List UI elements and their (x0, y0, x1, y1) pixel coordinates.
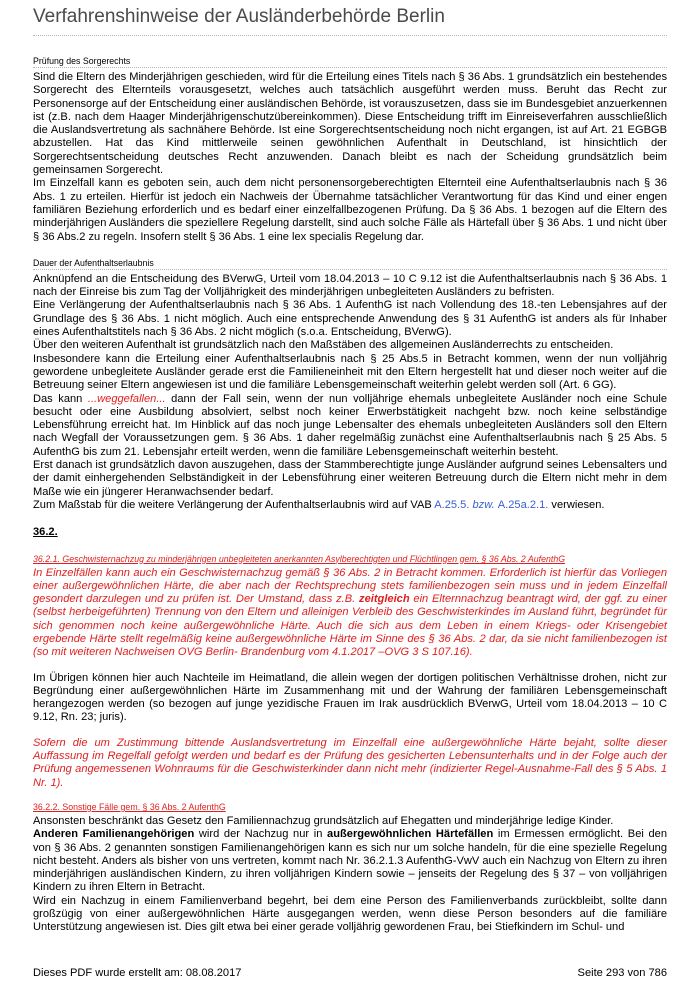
paragraph: Im Übrigen können hier auch Nachteile im Heimatland, die allein wegen der dortigen politischen Verhältnisse drohen, nicht zur Begründung einer außergewöhnlichen Härte im Zusammenhang mit und der Wahrung der familiären Lebensgemeinschaft herangezogen werden (so bezogen auf junge yezidische Frauen im Irak ausdrücklich BVerwG, Urteil vom 18.04.2013 – 10 C 9.12, Rn. 23; juris). (33, 671, 667, 724)
subheading-sorgerecht: Prüfung des Sorgerechts (33, 56, 131, 66)
subheading-dauer: Dauer der Aufenthaltserlaubnis (33, 257, 154, 268)
paragraph: Anderen Familienangehörigen wird der Nachzug nur in außergewöhnlichen Härtefällen im Ermessen ermöglicht. Bei den von § 36 Abs. 2 genannten sonstigen Familienangehörigen kann es sich nur um solche handeln, für die eine spezielle Regelung nicht besteht. Anders als bisher von uns vertreten, kommt nach Nr. 36.2.1.3 AufenthG-VwV auch ein Nachzug von Eltern zu ihren minderjährigen ausländischen Kindern, zu ihren volljährigen Kindern sowie – jenseits der Regelung des § 37 – von volljährigen Kindern zu ihren Eltern in Betracht. (33, 828, 667, 894)
link-vab-a-25a-2-1[interactable]: A.25a.2.1. (497, 498, 549, 511)
page-title: Verfahrenshinweise der Ausländerbehörde Berlin (33, 6, 667, 36)
footer-created-date: Dieses PDF wurde erstellt am: 08.08.2017 (33, 967, 242, 979)
paragraph: Über den weiteren Aufenthalt ist grundsätzlich nach den Maßstäben des allgemeinen Ausländerrechts zu entscheiden. (33, 339, 614, 352)
subheading-36-2-2: 36.2.2. Sonstige Fälle gem. § 36 Abs. 2 AufenthG (33, 801, 226, 812)
footer-page-number: Seite 293 von 786 (577, 967, 667, 979)
paragraph: Erst danach ist grundsätzlich davon auszugehen, dass der Stammberechtigte junge Ausländer aufgrund seines Lebensalters und der damit einhergehenden Selbständigkeit in der Lebensführung einer weiteren Betreuung durch die Eltern nicht mehr in dem Maße wie ein jüngerer Heranwachsender bedarf. (33, 459, 667, 498)
paragraph: Das kann ...weggefallen... dann der Fall sein, wenn der nun volljährige ehemals unbegleitete Ausländer noch eine Schule besucht oder eine Ausbildung absolviert, selbst noch keiner Erwerbstätigkeit nachgeht bzw. noch keine selbständige Lebensführung erreicht hat. Im Hinblick auf das noch junge Lebensalter des ehemals unbegleiteten Ausländers soll den Eltern nach Wegfall der Voraussetzungen gem. § 36 Abs. 1 daher regelmäßig zunächst eine Aufenthaltserlaubnis nach § 25 Abs. 5 AufenthG bis zum 21. Lebensjahr erteilt werden, wenn die familiäre Lebensgemeinschaft weiterhin besteht. (33, 392, 667, 458)
link-vab-a-25-5[interactable]: A.25.5. (434, 498, 470, 511)
page-footer (33, 967, 667, 979)
paragraph: Eine Verlängerung der Aufenthaltserlaubnis nach § 36 Abs. 1 AufenthG ist nach Vollendung des 18.-ten Lebensjahres auf der Grundlage des § 36 Abs. 1 nicht möglich. Auch eine entsprechende Anwendung des § 31 AufenthG ist anders als für Inhaber eines Aufenthaltstitels nach § 36 Abs. 2 nicht möglich (s.o.a. Entscheidung, BVerwG). (33, 299, 667, 339)
paragraph: Ansonsten beschränkt das Gesetz den Familiennachzug grundsätzlich auf Ehegatten und minderjährige ledige Kinder. (33, 814, 614, 827)
red-paragraph: In Einzelfällen kann auch ein Geschwisternachzug gemäß § 36 Abs. 2 in Betracht kommen. Erforderlich ist hierfür das Vorliegen einer außergewöhnlichen Härte, die aber nach der Rechtsprechung stets familienbezogen sein muss und in jedem Einzelfall gesondert darzulegen und zu prüfen ist. Der Umstand, dass z.B. zeitgleich ein Elternnachzug beantragt wird, der ggf. zu einer (selbst herbeigeführten) Trennung von den Eltern und alleinigen Verbleib des Geschwisterkindes im Ausland führt, begründet für sich genommen noch keine außergewöhnliche Härte. Auch die sich aus dem Leben in einem Kriegs- oder Krisengebiet ergebende Härte stellt regelmäßig keine außergewöhnliche Härte im Sinne des § 36 Abs. 2 dar, da sie nicht familienbezogen ist (so mit weiteren Nachweisen OVG Berlin- Brandenburg vom 4.1.2017 –OVG 3 S 107.16). (33, 566, 668, 659)
subheading-36-2-1: 36.2.1. Geschwisternachzug zu minderjährigen unbegleiteten anerkannten Asylberechtigten und Flüchtlingen gem. § 36 Abs. 2 AufenthG (33, 553, 566, 564)
paragraph: Insbesondere kann die Erteilung einer Aufenthaltserlaubnis nach § 25 Abs.5 in Betracht kommen, wenn der nun volljährig gewordene unbegleitete Ausländer gerade erst die Familieneinheit mit den Eltern hergestellt hat und dieser noch weiter auf die Betreuung seiner Eltern angewiesen ist und die familiäre Lebensgemeinschaft weiterhin gelebt werden soll (Art. 6 GG). (33, 352, 667, 392)
paragraph: Im Einzelfall kann es geboten sein, auch dem nicht personensorgeberechtigten Elternteil eine Aufenthaltserlaubnis nach § 36 Abs. 1 zu erteilen. Hierfür ist jedoch ein Nachweis der Übernahme tatsächlicher Verantwortung für das Kind und einer engen familiären Beziehung erforderlich und es bedarf einer einzelfallbezogenen Prüfung. Da § 36 Abs. 1 bezogen auf die Eltern des minderjährigen Ausländers die speziellere Regelung darstellt, sind auch solche Fälle als Härtefall über § 36 Abs. 1 und nicht über § 36 Abs.2 zu regeln. Insofern stellt § 36 Abs. 1 eine lex specialis Regelung dar. (33, 177, 667, 243)
paragraph: Anknüpfend an die Entscheidung des BVerwG, Urteil vom 18.04.2013 – 10 C 9.12 ist die Aufenthaltserlaubnis nach § 36 Abs. 1 nach der Einreise bis zum Tag der Volljährigkeit des minderjährigen unbegleiteten Ausländers zu befristen. (33, 272, 667, 299)
document-body (33, 56, 667, 935)
section-number: 36.2. (33, 526, 58, 539)
paragraph: Sind die Eltern des Minderjährigen geschieden, wird für die Erteilung eines Titels nach § 36 Abs. 1 grundsätzlich ein bestehendes Sorgerecht des Elternteils vorausgesetzt, welches auch tatsächlich ausgeführt werden muss. Beruht das Recht zur Personensorge auf der Entscheidung einer ausländischen Behörde, ist vorauszusetzen, dass sie im Bundesgebiet anzuerkennen ist (z.B. nach dem Haager Minderjährigenschutzübereinkommen). Diese Entscheidung trifft im Einreiseverfahren ausschließlich die Auslandsvertretung als sachnähere Behörde. Ist eine Sorgerechtsentscheidung noch nicht ergangen, ist auf Art. 21 EGBGB abzustellen. Hat das Kind mittlerweile seinen gewöhnlichen Aufenthalt in Deutschland, ist hinsichtlich der Sorgerechtsentscheidung deutsches Recht anzuwenden. Danach bleibt es nach der Scheidung grundsätzlich beim gemeinsamen Sorgerecht. (33, 71, 667, 177)
omitted-marker: ...weggefallen... (87, 392, 166, 405)
paragraph: Wird ein Nachzug in einem Familienverband begehrt, bei dem eine Person des Familienverbands zurückbleibt, sollte dann großzügig von einer außergewöhnlichen Härte ausgegangen werden, wenn diese Person besonders auf die familiäre Unterstützung angewiesen ist. Dies gilt etwa bei einer gerade volljährig gewordenen Frau, bei Stiefkindern im Schul- und (33, 894, 667, 934)
paragraph: Zum Maßstab für die weitere Verlängerung der Aufenthaltserlaubnis wird auf VAB A.25.5. bzw. A.25a.2.1. verwiesen. (33, 498, 605, 511)
red-paragraph: Sofern die um Zustimmung bittende Auslandsvertretung im Einzelfall eine außergewöhnliche Härte bejaht, sollte dieser Auffassung im Regelfall gefolgt werden und bedarf es der Prüfung des gesicherten Lebensunterhalts und in der Folge auch der Prüfung angemessenen Wohnraums für die Geschwisterkinder dann nicht mehr (indizierter Regel-Ausnahme-Fall des § 5 Abs. 1 Nr. 1). (33, 736, 667, 789)
